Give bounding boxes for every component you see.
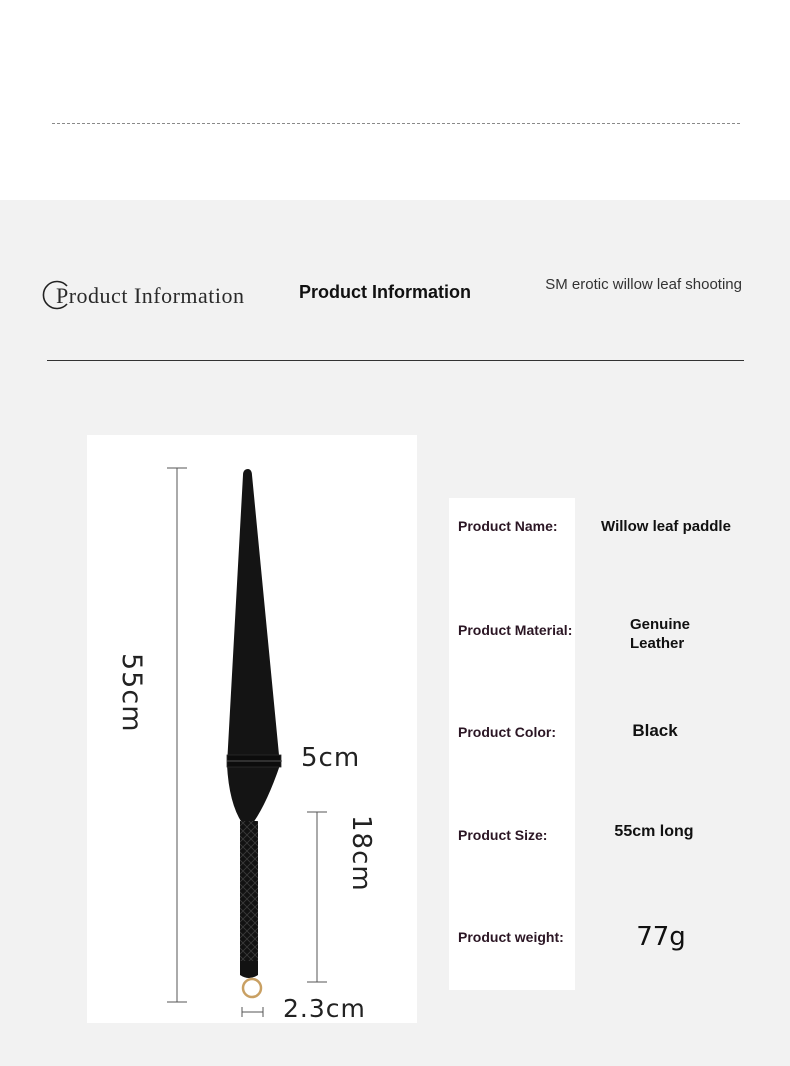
spec-label-weight: Product weight: <box>458 929 564 945</box>
top-band <box>0 0 790 200</box>
spec-value-size: 55cm long <box>614 823 694 840</box>
spec-label-size: Product Size: <box>458 827 548 843</box>
spec-label-name: Product Name: <box>458 518 558 534</box>
section-title-serif: Product Information <box>56 283 245 308</box>
paddle-illustration <box>87 435 417 1023</box>
product-image-card <box>87 435 417 1023</box>
handle-length-label: 18cm <box>346 815 376 892</box>
handle-width-label: 2.3cm <box>283 994 366 1023</box>
spec-label-panel <box>449 498 575 990</box>
gold-ring <box>243 979 261 997</box>
handle-length-dimension-line <box>307 812 327 982</box>
header-rule <box>47 360 744 361</box>
handle-end <box>240 961 258 978</box>
length-dimension-line <box>167 468 187 1002</box>
spec-value-weight: 77g <box>636 922 686 952</box>
handle-width-marker <box>242 1007 263 1017</box>
section-title-bold: Product Information <box>299 282 471 302</box>
width-label: 5cm <box>301 743 361 773</box>
length-label: 55cm <box>116 653 147 733</box>
spec-value-material: Genuine Leather <box>630 616 691 652</box>
paddle-blade <box>227 469 280 823</box>
spec-value-name: Willow leaf paddle <box>601 518 731 535</box>
spec-label-material: Product Material: <box>458 622 573 638</box>
spec-value-color: Black <box>632 721 678 740</box>
paddle-handle <box>240 821 258 963</box>
spec-label-color: Product Color: <box>458 724 556 740</box>
section-tagline: SM erotic willow leaf shooting <box>545 276 742 293</box>
dashed-divider <box>52 123 740 124</box>
